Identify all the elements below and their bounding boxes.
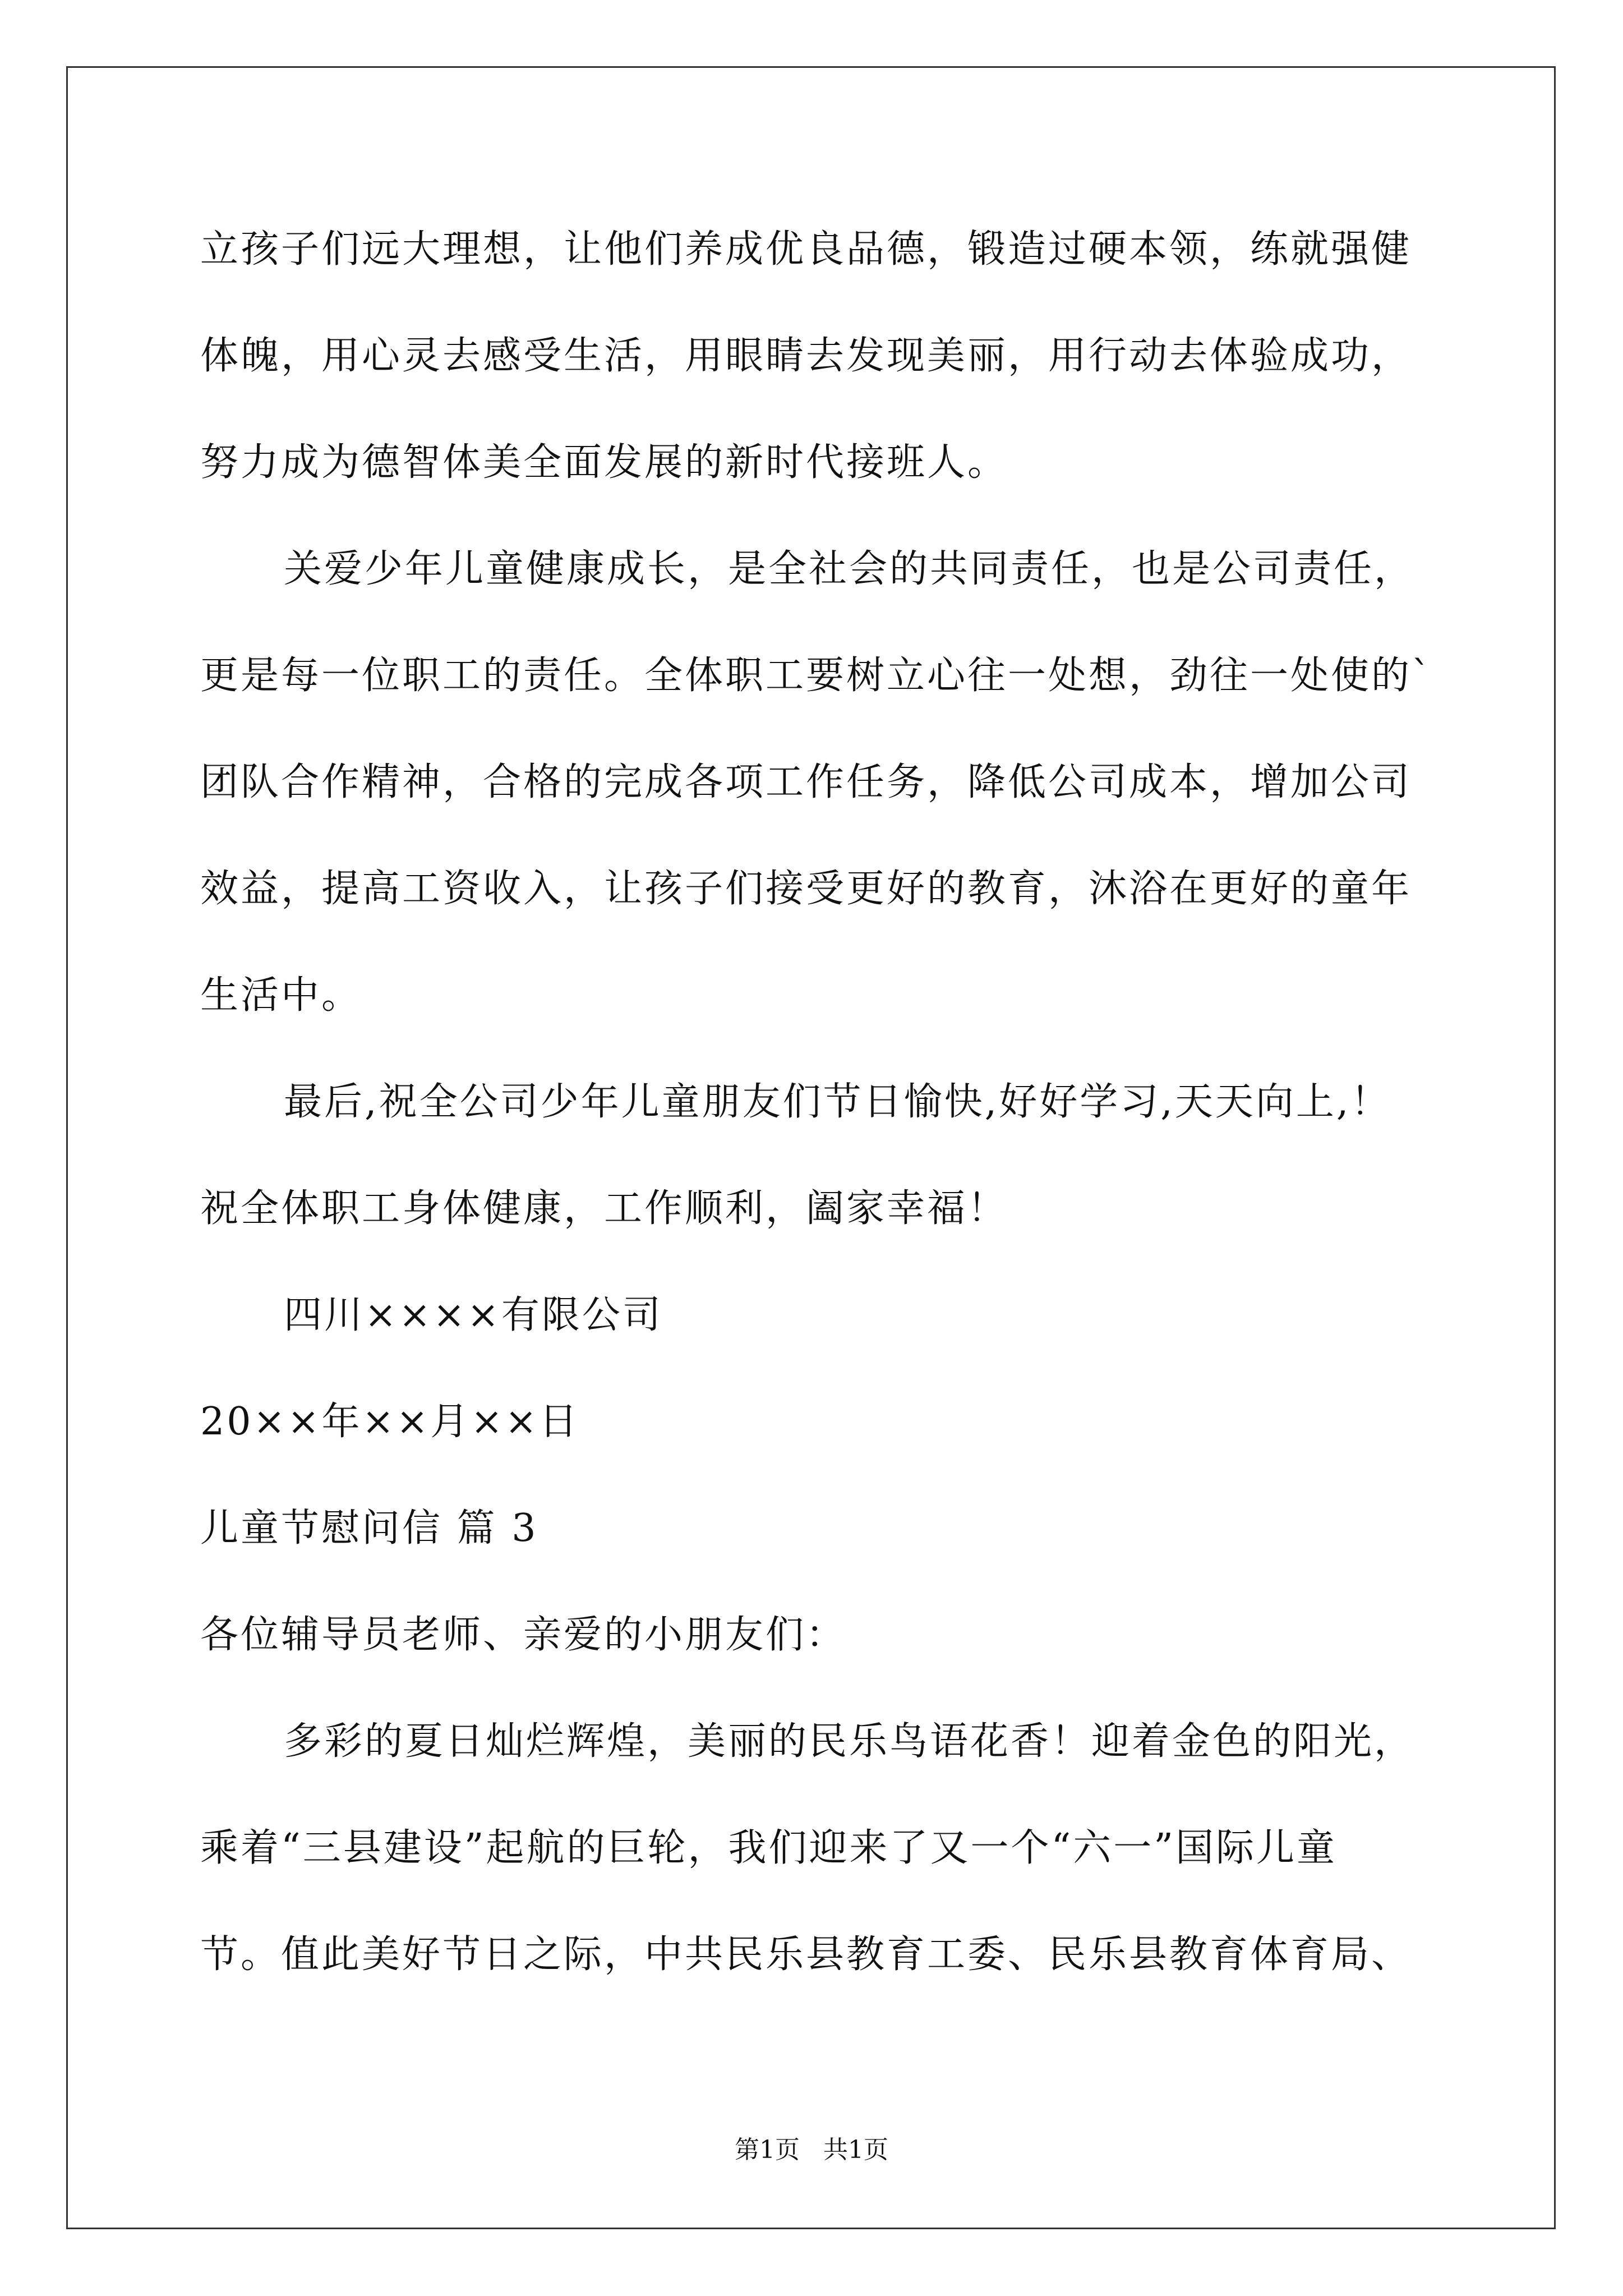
text-line: 团队合作精神，合格的完成各项工作任务，降低公司成本，增加公司: [200, 760, 1412, 804]
signature-date: 20××年××月××日: [200, 1400, 580, 1444]
text-line: 节。值此美好节日之际，中共民乐县教育工委、民乐县教育体育局、: [200, 1932, 1412, 1977]
text-line: 祝全体职工身体健康，工作顺利，阖家幸福！: [200, 1186, 1008, 1231]
text-line: 体魄，用心灵去感受生活，用眼睛去发现美丽，用行动去体验成功，: [200, 334, 1412, 378]
salutation: 各位辅导员老师、亲爱的小朋友们：: [200, 1613, 847, 1657]
section-heading: 儿童节慰问信 篇 3: [200, 1506, 538, 1550]
text-line: 乘着“三县建设”起航的巨轮，我们迎来了又一个“六一”国际儿童: [200, 1826, 1338, 1870]
page-footer: 第1页 共1页: [735, 2136, 888, 2164]
paragraph-start-line: 最后,祝全公司少年儿童朋友们节日愉快,好好学习,天天向上,！: [284, 1080, 1391, 1124]
text-line: 努力成为德智体美全面发展的新时代接班人。: [200, 440, 1008, 485]
text-line: 生活中。: [200, 973, 362, 1018]
text-line: 更是每一位职工的责任。全体职工要树立心往一处想，劲往一处使的`: [200, 654, 1433, 698]
text-line: 效益，提高工资收入，让孩子们接受更好的教育，沐浴在更好的童年: [200, 867, 1412, 911]
page-border: [66, 66, 1556, 2229]
paragraph-start-line: 多彩的夏日灿烂辉煌，美丽的民乐鸟语花香！迎着金色的阳光，: [284, 1719, 1415, 1764]
paragraph-start-line: 关爱少年儿童健康成长，是全社会的共同责任，也是公司责任，: [284, 547, 1415, 591]
text-line: 立孩子们远大理想，让他们养成优良品德，锻造过硬本领，练就强健: [200, 227, 1412, 272]
signature-company: 四川××××有限公司: [284, 1293, 663, 1337]
